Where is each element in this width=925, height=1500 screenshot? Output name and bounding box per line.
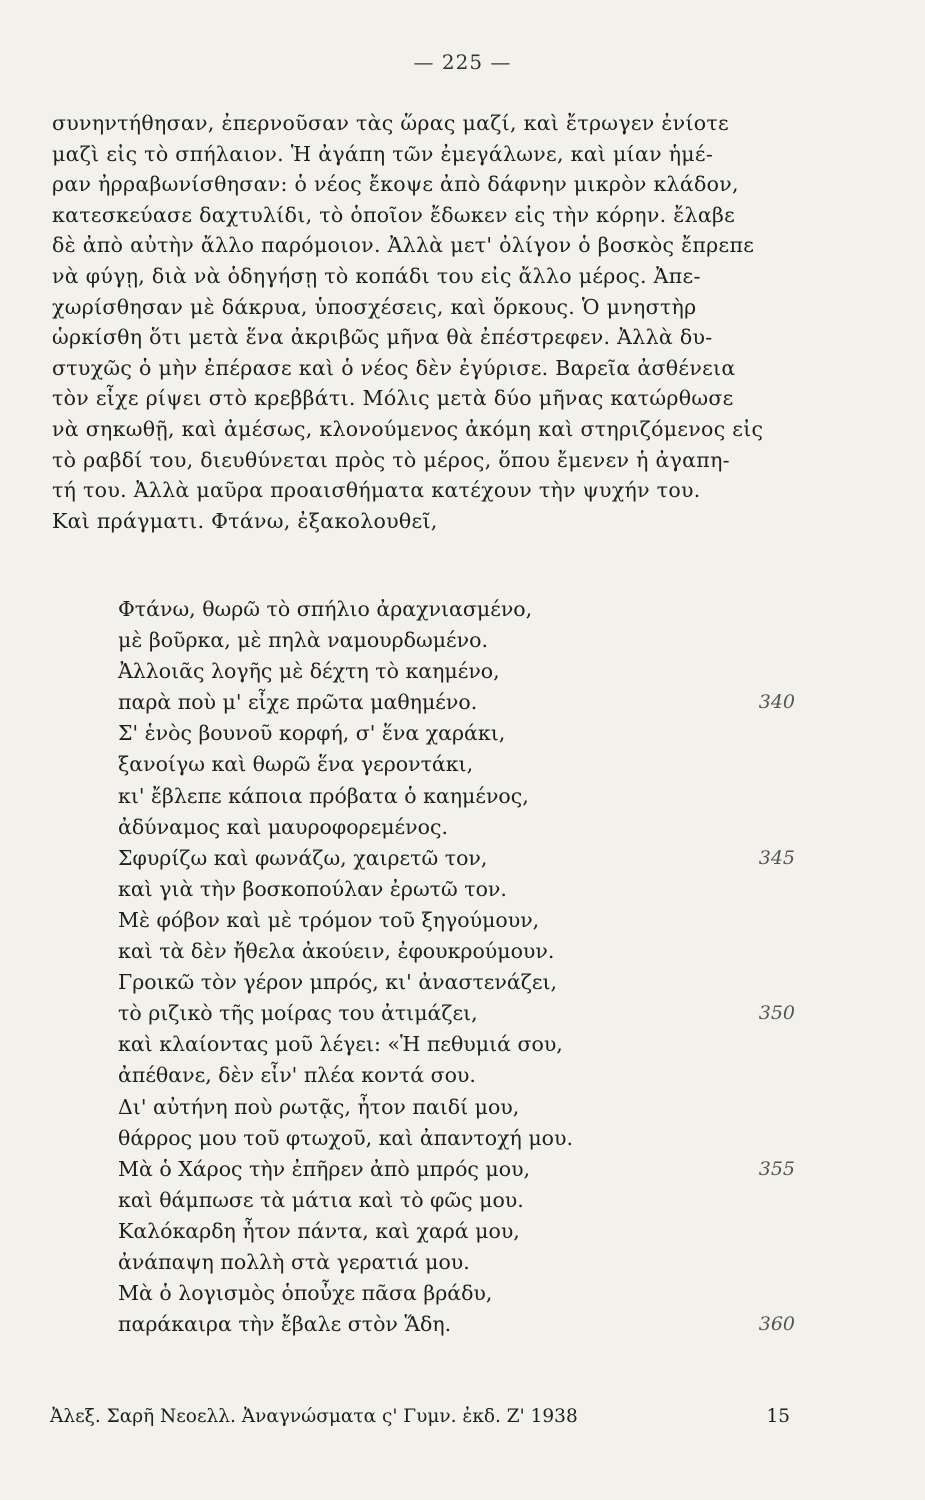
prose-line: ραν ἠρραβωνίσθησαν: ὁ νέος ἔκοψε ἀπὸ δάφνην μικρὸν κλάδον,: [52, 172, 739, 197]
prose-line: νὰ φύγῃ, διὰ νὰ ὁδηγήσῃ τὸ κοπάδι του εἰς ἄλλο μέρος. Ἀπε-: [52, 263, 701, 288]
verse-line: [0, 967, 925, 998]
verse-text: Καλόκαρδη ἦτον πάντα, καὶ χαρά μου,: [118, 1218, 520, 1243]
line-number: 345: [758, 846, 795, 869]
verse-text: κι' ἔβλεπε κάποια πρόβατα ὁ καημένος,: [118, 783, 529, 808]
verse-line: [0, 749, 925, 780]
sheet-number: 15: [766, 1406, 790, 1427]
verse-line: [0, 594, 925, 625]
verse-line: [0, 1060, 925, 1091]
prose-line: χωρίσθησαν μὲ δάκρυα, ὑποσχέσεις, καὶ ὅρκους. Ὁ μνηστὴρ: [52, 294, 697, 319]
prose-line: ὡρκίσθη ὅτι μετὰ ἕνα ἀκριβῶς μῆνα θὰ ἐπέστρεφεν. Ἀλλὰ δυ-: [52, 325, 713, 350]
verse-text: Γροικῶ τὸν γέρον μπρός, κι' ἀναστενάζει,: [118, 970, 558, 995]
verse-text: μὲ βοῦρκα, μὲ πηλὰ ναμουρδωμένο.: [118, 628, 488, 653]
verse-line: [0, 874, 925, 905]
prose-line: νὰ σηκωθῇ, καὶ ἀμέσως, κλονούμενος ἀκόμη καὶ στηριζόμενος εἰς: [52, 416, 764, 441]
prose-line: συνηντήθησαν, ἐπερνοῦσαν τὰς ὥρας μαζί, καὶ ἔτρωγεν ἐνίοτε: [52, 111, 729, 135]
prose-line: κατεσκεύασε δαχτυλίδι, τὸ ὁποῖον ἔδωκεν εἰς τὴν κόρην. ἔλαβε: [52, 202, 736, 227]
line-number: 355: [758, 1157, 795, 1180]
verse-line: [0, 998, 925, 1029]
verse-line: [0, 1154, 925, 1185]
prose-paragraph: [52, 108, 830, 536]
prose-line: δὲ ἀπὸ αὐτὴν ἄλλο παρόμοιον. Ἀλλὰ μετ' ὀλίγον ὁ βοσκὸς ἔπρεπε: [52, 233, 755, 258]
verse-line: [0, 1092, 925, 1123]
verse-text: Δι' αὐτήνη ποὺ ρωτᾷς, ἦτον παιδί μου,: [118, 1094, 520, 1119]
line-number: 350: [758, 1002, 795, 1025]
verse-line: [0, 1185, 925, 1216]
verse-text: θάρρος μου τοῦ φτωχοῦ, καὶ ἀπαντοχή μου.: [118, 1125, 573, 1150]
verse-line: [0, 781, 925, 812]
source-credit: Ἀλεξ. Σαρῆ Νεοελλ. Ἀναγνώσματα ς' Γυμν. ἐκδ. Ζ' 1938: [50, 1406, 578, 1427]
line-number: 360: [758, 1313, 795, 1336]
verse-text: ἀδύναμος καὶ μαυροφορεμένος.: [118, 814, 448, 839]
verse-text: Φτάνω, θωρῶ τὸ σπήλιο ἀραχνιασμένο,: [118, 597, 533, 621]
verse-line: [0, 718, 925, 749]
verse-text: καὶ κλαίοντας μοῦ λέγει: «Ἡ πεθυμιά σου,: [118, 1032, 563, 1057]
verse-line: [0, 687, 925, 718]
prose-line: τή του. Ἀλλὰ μαῦρα προαισθήματα κατέχουν τὴν ψυχήν του.: [52, 478, 701, 503]
prose-line: στυχῶς ὁ μὴν ἐπέρασε καὶ ὁ νέος δὲν ἐγύρισε. Βαρεῖα ἀσθένεια: [52, 355, 736, 380]
verse-line: [0, 843, 925, 874]
verse-text: τὸ ριζικὸ τῆς μοίρας του ἀτιμάζει,: [118, 1001, 478, 1026]
verse-text: καὶ γιὰ τὴν βοσκοπούλαν ἐρωτῶ τον.: [118, 876, 507, 901]
verse-line: [0, 656, 925, 687]
prose-line: μαζὶ εἰς τὸ σπήλαιον. Ἡ ἀγάπη τῶν ἐμεγάλωνε, καὶ μίαν ἡμέ-: [52, 141, 714, 166]
verse-text: Μὰ ὁ λογισμὸς ὁποὖχε πᾶσα βράδυ,: [118, 1281, 493, 1306]
verse-line: [0, 1123, 925, 1154]
line-number: 340: [758, 691, 795, 714]
verse-text: παράκαιρα τὴν ἔβαλε στὸν Ἅδη.: [118, 1312, 452, 1337]
verse-line: [0, 1029, 925, 1060]
verse-line: [0, 1247, 925, 1278]
verse-line: [0, 1216, 925, 1247]
prose-line: τὸ ραβδί του, διευθύνεται πρὸς τὸ μέρος, ὅπου ἔμενεν ἡ ἀγαπη-: [52, 447, 730, 472]
verse-line: [0, 812, 925, 843]
verse-text: Σ' ἑνὸς βουνοῦ κορφή, σ' ἕνα χαράκι,: [118, 721, 506, 746]
verse-line: [0, 625, 925, 656]
poem: [0, 594, 925, 1340]
verse-line: [0, 1278, 925, 1309]
verse-text: Ἀλλοιᾶς λογῆς μὲ δέχτη τὸ καημένο,: [118, 659, 500, 684]
verse-text: Μὰ ὁ Χάρος τὴν ἐπῆρεν ἀπὸ μπρός μου,: [118, 1156, 531, 1181]
verse-text: καὶ τὰ δὲν ἤθελα ἀκούειν, ἐφουκρούμουν.: [118, 939, 555, 964]
verse-text: παρὰ ποὺ μ' εἶχε πρῶτα μαθημένο.: [118, 690, 478, 715]
verse-line: [0, 905, 925, 936]
verse-text: Μὲ φόβον καὶ μὲ τρόμον τοῦ ξηγούμουν,: [118, 907, 540, 932]
verse-text: καὶ θάμπωσε τὰ μάτια καὶ τὸ φῶς μου.: [118, 1187, 524, 1212]
page-number: — 225 —: [413, 50, 512, 74]
verse-text: ἀπέθανε, δὲν εἶν' πλέα κοντά σου.: [118, 1063, 476, 1088]
verse-line: [0, 936, 925, 967]
prose-line: Καὶ πράγματι. Φτάνω, ἐξακολουθεῖ,: [52, 508, 438, 533]
verse-line: [0, 1309, 925, 1340]
prose-line: τὸν εἶχε ρίψει στὸ κρεββάτι. Μόλις μετὰ δύο μῆνας κατώρθωσε: [52, 386, 734, 411]
verse-text: Σφυρίζω καὶ φωνάζω, χαιρετῶ τον,: [118, 845, 488, 870]
verse-text: ἀνάπαψη πολλὴ στὰ γερατιά μου.: [118, 1249, 470, 1274]
verse-text: ξανοίγω καὶ θωρῶ ἕνα γεροντάκι,: [118, 752, 474, 777]
